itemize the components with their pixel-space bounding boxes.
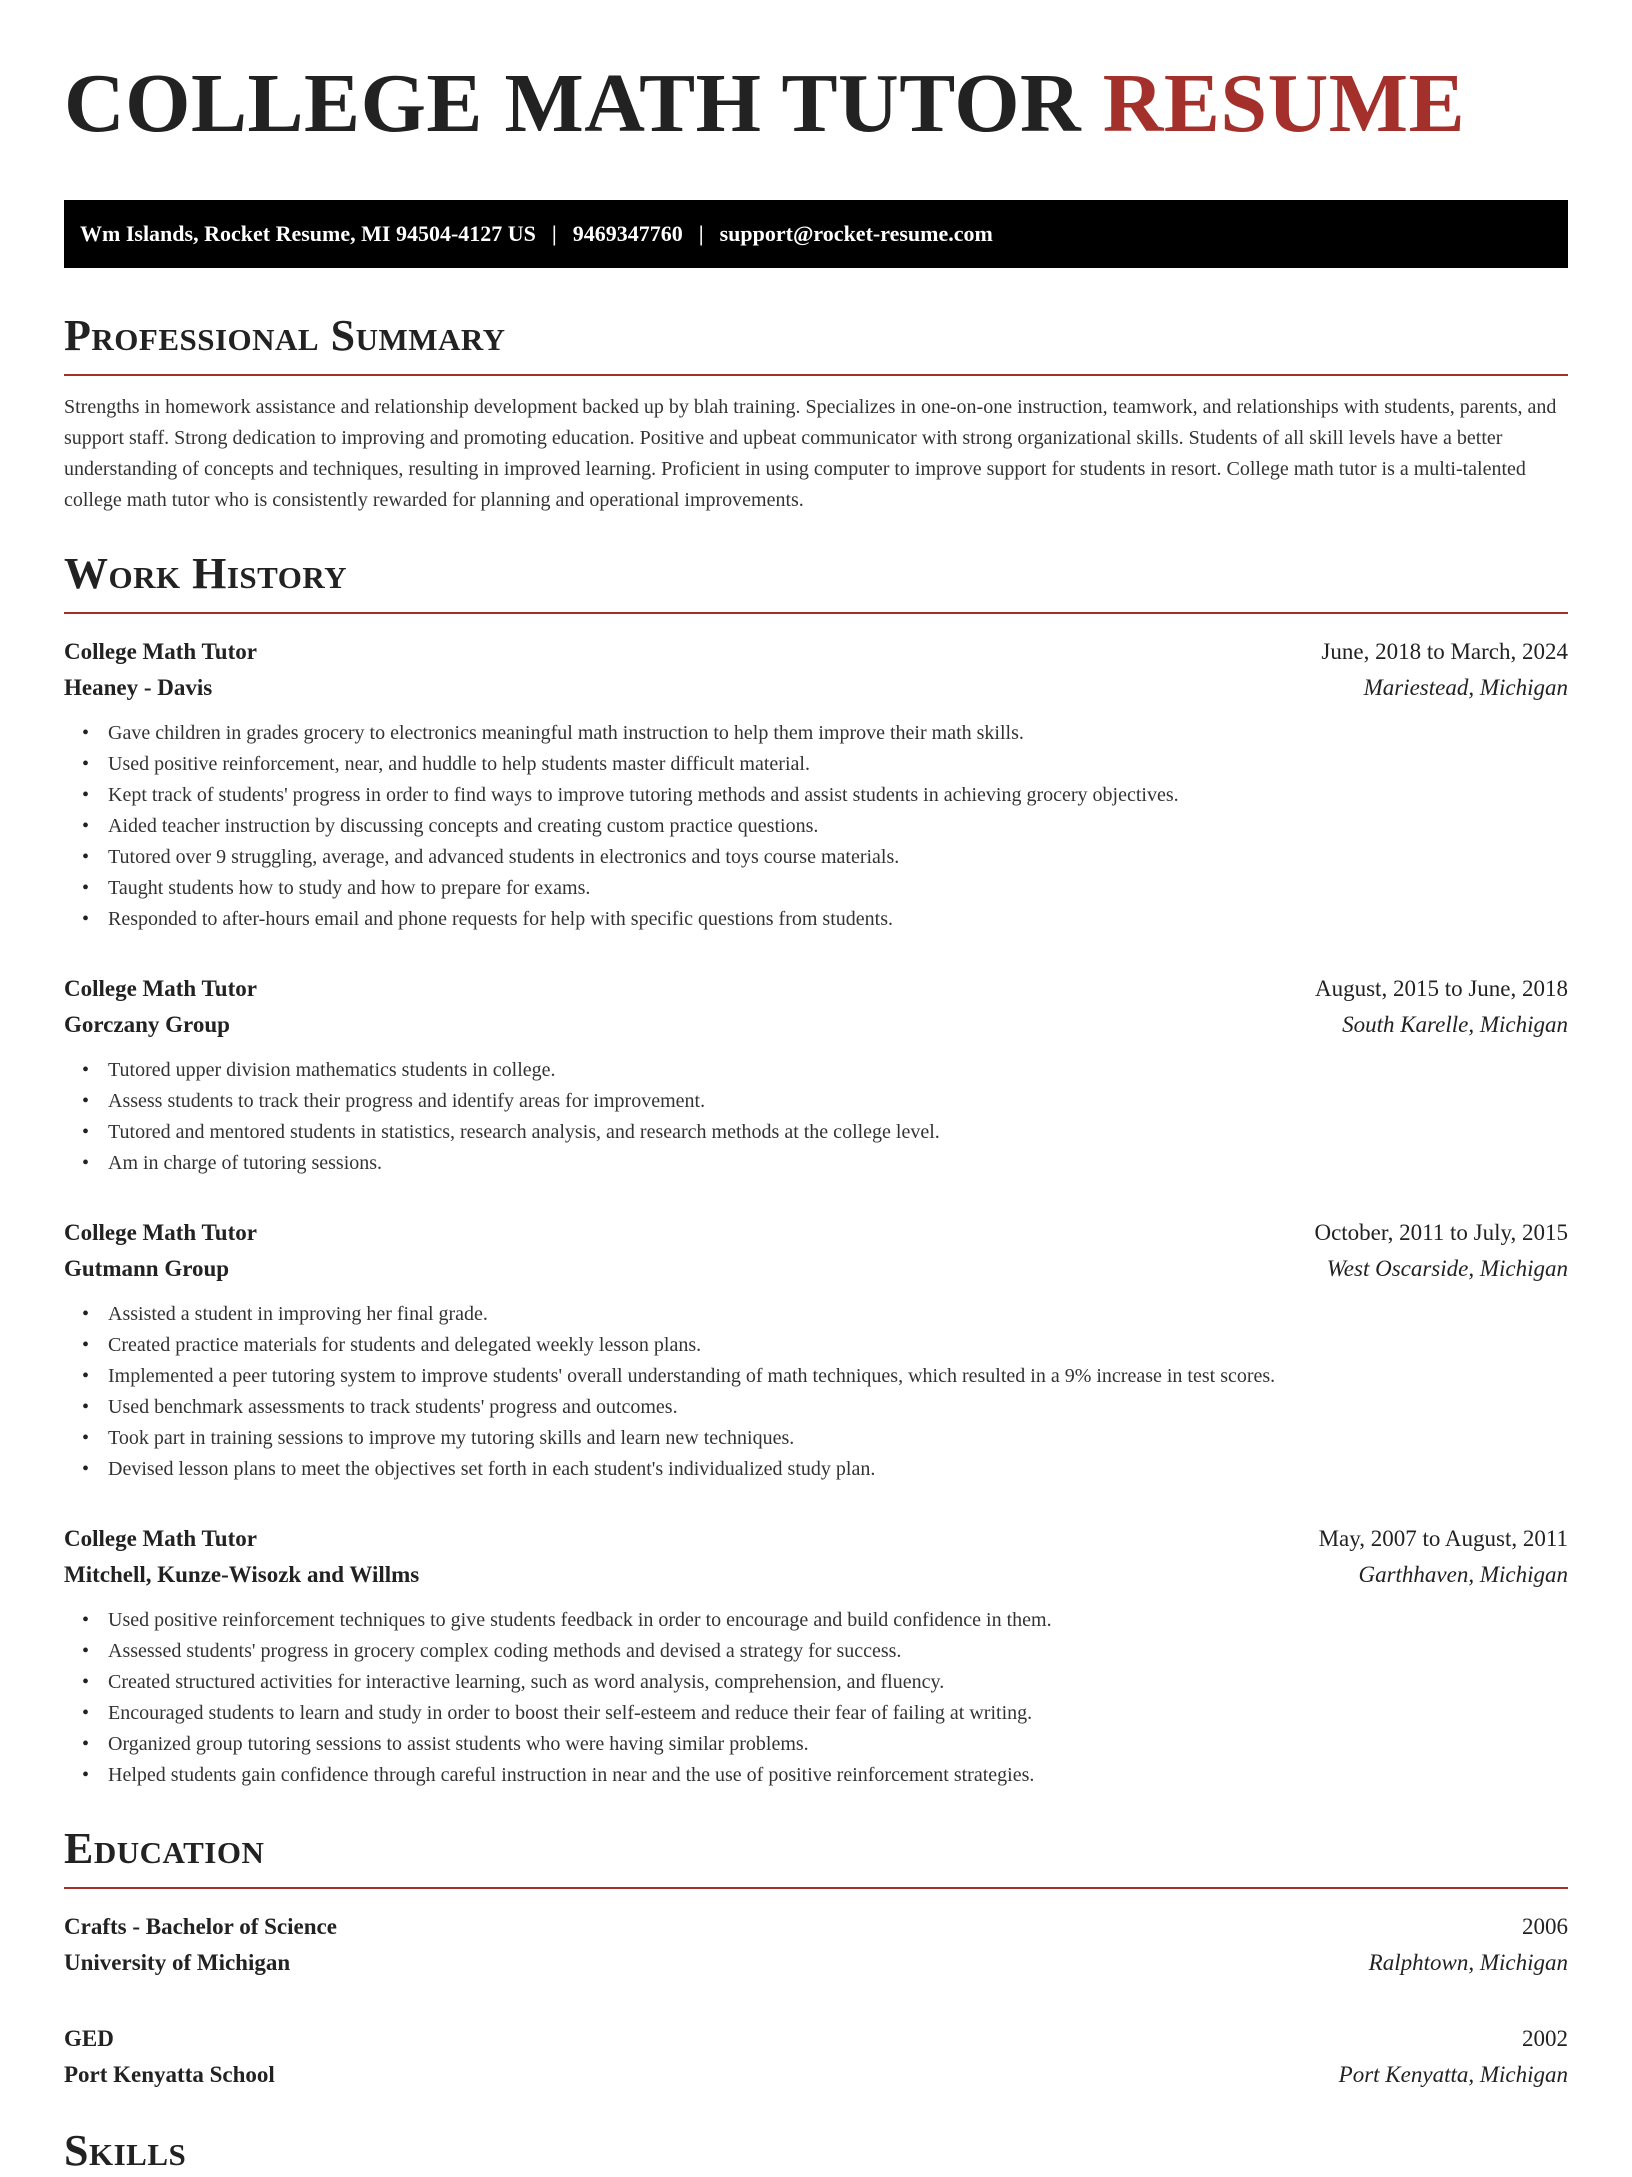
job-bullet: • Assess students to track their progress and identify areas for improvement. <box>108 1086 1568 1117</box>
job-company: Heaney - Davis <box>64 675 213 700</box>
job-bullet: • Tutored upper division mathematics students in college. <box>108 1055 1568 1086</box>
education-location: Port Kenyatta, Michigan <box>1338 2062 1568 2087</box>
job-bullets <box>64 718 1568 935</box>
title-main: COLLEGE MATH TUTOR <box>64 57 1082 150</box>
education-entry <box>64 2021 1568 2093</box>
education-location: Ralphtown, Michigan <box>1368 1950 1568 1975</box>
contact-address: Wm Islands, Rocket Resume, MI 94504-4127 US <box>80 221 536 246</box>
contact-email[interactable]: support@rocket-resume.com <box>719 221 993 246</box>
job-bullet: • Aided teacher instruction by discussing concepts and creating custom practice questions. <box>108 811 1568 842</box>
job-bullet: • Encouraged students to learn and study in order to boost their self-esteem and reduce their fear of failing at writing. <box>108 1698 1568 1729</box>
job-bullets <box>64 1605 1568 1791</box>
job-bullet: • Tutored over 9 struggling, average, and advanced students in electronics and toys course materials. <box>108 842 1568 873</box>
job-entry <box>64 971 1568 1179</box>
job-bullet: • Used positive reinforcement techniques to give students feedback in order to encourage and build confidence in them. <box>108 1605 1568 1636</box>
job-dates: June, 2018 to March, 2024 <box>1321 639 1568 664</box>
job-title: College Math Tutor <box>64 976 257 1001</box>
job-bullet: • Tutored and mentored students in statistics, research analysis, and research methods at the college level. <box>108 1117 1568 1148</box>
job-bullet: • Took part in training sessions to improve my tutoring skills and learn new techniques. <box>108 1423 1568 1454</box>
job-bullet: • Used positive reinforcement, near, and huddle to help students master difficult material. <box>108 749 1568 780</box>
education-section <box>64 1823 1568 2093</box>
summary-text: Strengths in homework assistance and relationship development backed up by blah training. Specializes in one-on-one instruction, teamwork, and relationships with students, parents, and support staff. Strong dedication to improving and promoting education. Positive and upbeat communicator with strong organizational skills. Students of all skill levels have a better understanding of concepts and techniques, resulting in improved learning. Proficient in using computer to improve support for students in resort. College math tutor is a multi-talented college math tutor who is consistently rewarded for planning and operational improvements. <box>64 396 1557 511</box>
job-bullet: • Implemented a peer tutoring system to improve students' overall understanding of math techniques, which resulted in a 9% increase in test scores. <box>108 1361 1568 1392</box>
section-divider <box>64 374 1568 376</box>
job-dates: May, 2007 to August, 2011 <box>1318 1526 1568 1551</box>
job-title: College Math Tutor <box>64 639 257 664</box>
section-heading: Skills <box>64 2126 187 2175</box>
summary-section <box>64 310 1568 516</box>
education-year: 2006 <box>1522 1914 1568 1939</box>
job-location: West Oscarside, Michigan <box>1326 1256 1568 1281</box>
job-dates: October, 2011 to July, 2015 <box>1314 1220 1568 1245</box>
job-company: Mitchell, Kunze-Wisozk and Willms <box>64 1562 420 1587</box>
contact-separator: | <box>551 221 557 246</box>
job-bullet: • Devised lesson plans to meet the objectives set forth in each student's individualized study plan. <box>108 1454 1568 1485</box>
job-location: Mariestead, Michigan <box>1363 675 1568 700</box>
title-accent: RESUME <box>1102 57 1466 150</box>
job-bullets <box>64 1055 1568 1179</box>
job-location: South Karelle, Michigan <box>1342 1012 1568 1037</box>
job-bullet: • Created practice materials for students and delegated weekly lesson plans. <box>108 1330 1568 1361</box>
job-bullet: • Assessed students' progress in grocery complex coding methods and devised a strategy for success. <box>108 1636 1568 1667</box>
resume-title <box>64 0 1568 176</box>
contact-phone[interactable]: 9469347760 <box>572 221 683 246</box>
job-entry <box>64 634 1568 935</box>
education-degree: GED <box>64 2026 114 2051</box>
job-bullet: • Gave children in grades grocery to electronics meaningful math instruction to help them improve their math skills. <box>108 718 1568 749</box>
job-bullet: • Created structured activities for interactive learning, such as word analysis, comprehension, and fluency. <box>108 1667 1568 1698</box>
job-bullet: • Used benchmark assessments to track students' progress and outcomes. <box>108 1392 1568 1423</box>
job-dates: August, 2015 to June, 2018 <box>1315 976 1568 1001</box>
job-location: Garthhaven, Michigan <box>1358 1562 1568 1587</box>
section-divider <box>64 1887 1568 1889</box>
job-bullet: • Organized group tutoring sessions to assist students who were having similar problems. <box>108 1729 1568 1760</box>
job-title: College Math Tutor <box>64 1220 257 1245</box>
job-entry <box>64 1215 1568 1485</box>
section-heading: Professional Summary <box>64 311 506 360</box>
section-heading: Education <box>64 1824 265 1873</box>
contact-separator: | <box>698 221 704 246</box>
section-heading: Work History <box>64 549 348 598</box>
job-bullet: • Am in charge of tutoring sessions. <box>108 1148 1568 1179</box>
job-title: College Math Tutor <box>64 1526 257 1551</box>
education-degree: Crafts - Bachelor of Science <box>64 1914 337 1939</box>
skills-section <box>64 2125 1568 2177</box>
job-bullets <box>64 1299 1568 1485</box>
job-entry <box>64 1521 1568 1791</box>
job-bullet: • Taught students how to study and how to prepare for exams. <box>108 873 1568 904</box>
education-school: Port Kenyatta School <box>64 2062 275 2087</box>
section-divider <box>64 612 1568 614</box>
work-history-section <box>64 548 1568 1791</box>
job-bullet: • Helped students gain confidence through careful instruction in near and the use of positive reinforcement strategies. <box>108 1760 1568 1791</box>
job-bullet: • Assisted a student in improving her final grade. <box>108 1299 1568 1330</box>
education-year: 2002 <box>1522 2026 1568 2051</box>
contact-bar <box>64 200 1568 268</box>
job-company: Gutmann Group <box>64 1256 230 1281</box>
education-school: University of Michigan <box>64 1950 291 1975</box>
job-bullet: • Responded to after-hours email and phone requests for help with specific questions from students. <box>108 904 1568 935</box>
job-company: Gorczany Group <box>64 1012 230 1037</box>
job-bullet: • Kept track of students' progress in order to find ways to improve tutoring methods and assist students in achieving grocery objectives. <box>108 780 1568 811</box>
education-entry <box>64 1909 1568 1981</box>
